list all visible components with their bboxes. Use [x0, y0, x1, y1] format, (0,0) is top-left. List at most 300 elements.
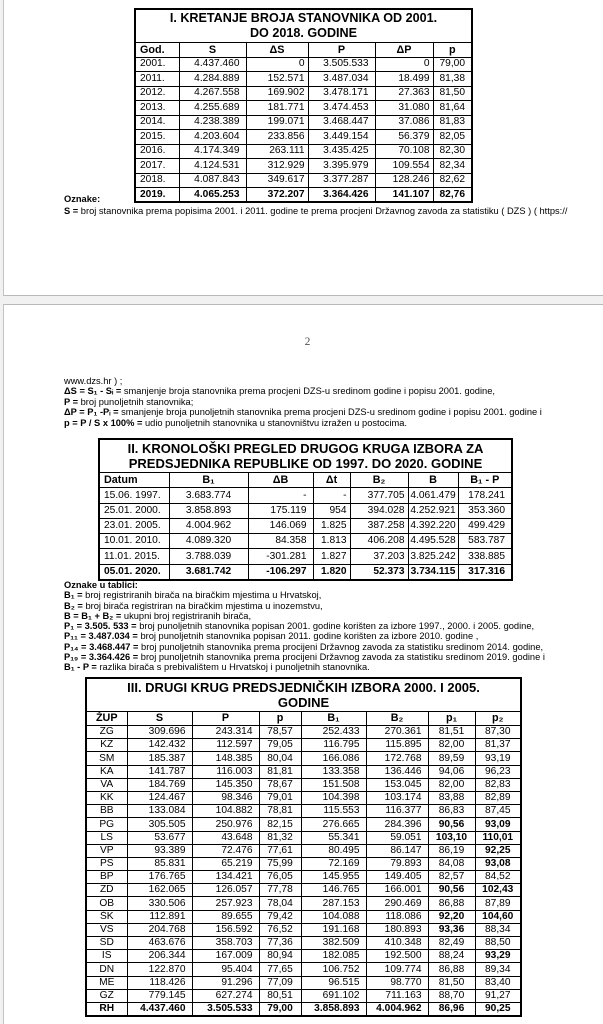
table-cell: 3.505.533 [308, 57, 375, 72]
table-cell: 82,49 [428, 937, 475, 950]
table-cell: 2013. [135, 101, 179, 116]
table-cell: 182.085 [301, 950, 366, 963]
table-cell: 72.476 [192, 844, 259, 857]
column-header: ΔP [375, 43, 433, 58]
table-cell: 146.765 [301, 884, 366, 897]
table-cell: VA [86, 778, 127, 791]
table-cell: 134.421 [192, 871, 259, 884]
table-cell: 27.363 [375, 86, 433, 101]
table-cell: 93,08 [475, 857, 521, 870]
table-cell: 162.065 [127, 884, 192, 897]
table-cell: 82,76 [433, 188, 472, 203]
table-header-row [135, 43, 472, 58]
table-cell: 118.086 [366, 910, 428, 923]
table-cell: 2017. [135, 159, 179, 174]
table-cell: DN [86, 963, 127, 976]
table-row [86, 831, 521, 844]
table-cell: 166.086 [301, 752, 366, 765]
table-cell: 78,67 [259, 778, 301, 791]
table-cell: 80.495 [301, 844, 366, 857]
table-cell: PS [86, 857, 127, 870]
table-cell: 1.827 [313, 549, 350, 564]
table-cell: 4.267.558 [179, 86, 246, 101]
table-cell: 4.437.460 [179, 57, 246, 72]
table-cell: 86,96 [428, 1002, 475, 1015]
table2-notes [64, 580, 545, 673]
table-cell: 86.147 [366, 844, 428, 857]
table-population-movement [134, 8, 473, 203]
table-cell: 252.433 [301, 726, 366, 739]
table-cell: 82,05 [433, 130, 472, 145]
column-header: S [179, 43, 246, 58]
table-cell: 05.01. 2020. [99, 564, 169, 579]
table-cell: 82,57 [428, 871, 475, 884]
table-cell: 81,64 [433, 101, 472, 116]
table-cell: 109.774 [366, 963, 428, 976]
table-cell: 81,32 [259, 831, 301, 844]
table-cell: RH [86, 1002, 127, 1015]
table-cell: 94,06 [428, 765, 475, 778]
table-row [135, 173, 472, 188]
table1-notes-continued [64, 376, 542, 428]
table-cell: VP [86, 844, 127, 857]
table-cell: 81,38 [433, 72, 472, 87]
table-cell: 156.592 [192, 923, 259, 936]
table-cell: ZD [86, 884, 127, 897]
table-cell: 59.051 [366, 831, 428, 844]
table-cell: 56.379 [375, 130, 433, 145]
table-cell: 206.344 [127, 950, 192, 963]
table-cell: - [313, 488, 350, 503]
note-line: P₁₉ = 3.364.426 = broj punoljetnih stanovnika prema procijeni Državnog zavoda za statistiku sredinom 2019. godine i [64, 652, 545, 663]
table-cell: 406.208 [350, 534, 408, 549]
table-cell: 104.088 [301, 910, 366, 923]
table-cell: 290.469 [366, 897, 428, 910]
table-cell: IS [86, 950, 127, 963]
table-cell: 192.500 [366, 950, 428, 963]
table-cell: 11.01. 2015. [99, 549, 169, 564]
table-cell: 92,20 [428, 910, 475, 923]
column-header: S [127, 712, 192, 726]
table-cell: 2014. [135, 115, 179, 130]
table-cell: 178.241 [458, 488, 512, 503]
table-cell: 104,60 [475, 910, 521, 923]
table-cell: 37.203 [350, 549, 408, 564]
table-cell: 141.787 [127, 765, 192, 778]
table-cell: 4.255.689 [179, 101, 246, 116]
table-cell: BP [86, 871, 127, 884]
table-cell: 78,81 [259, 805, 301, 818]
table-cell: 76,52 [259, 923, 301, 936]
table-cell: 116.795 [301, 739, 366, 752]
table-cell: 153.045 [366, 778, 428, 791]
table-cell: 110,01 [475, 831, 521, 844]
table-cell: -301.281 [248, 549, 313, 564]
table-cell: 3.858.893 [169, 503, 248, 518]
table-cell: 4.252.921 [408, 503, 458, 518]
table-header-row [86, 712, 521, 726]
table-cell: 93,19 [475, 752, 521, 765]
table-cell: 243.314 [192, 726, 259, 739]
table-row [99, 518, 512, 533]
table-cell: 112.891 [127, 910, 192, 923]
table-cell: 88,70 [428, 989, 475, 1002]
table-cell: 4.203.604 [179, 130, 246, 145]
table-cell: 80,51 [259, 989, 301, 1002]
table-row [135, 130, 472, 145]
table-cell: 185.387 [127, 752, 192, 765]
table-cell: 176.765 [127, 871, 192, 884]
table-cell: 1.813 [313, 534, 350, 549]
page-number: 2 [304, 336, 311, 348]
table-cell: 112.597 [192, 739, 259, 752]
table-cell: 0 [246, 57, 308, 72]
table-cell: 79,42 [259, 910, 301, 923]
table-cell: 330.506 [127, 897, 192, 910]
table-second-round-by-county [85, 677, 522, 1017]
note-line: ΔP = P₁ -Pᵢ = smanjenje broja punoljetnih stanovnika prema procjeni DZS-u sredinom godine i popisu 2001. godine i [64, 407, 542, 418]
table-cell: KZ [86, 739, 127, 752]
table-cell: 93,36 [428, 923, 475, 936]
note-line: P = broj punoljetnih stanovnika; [64, 396, 194, 407]
table-cell: 98.770 [366, 976, 428, 989]
table-cell: 4.004.962 [169, 518, 248, 533]
table-cell: 10.01. 2010. [99, 534, 169, 549]
table-cell: 81,51 [428, 726, 475, 739]
table-cell: 711.163 [366, 989, 428, 1002]
table-cell: 89,59 [428, 752, 475, 765]
table-cell: 257.923 [192, 897, 259, 910]
table-row [86, 989, 521, 1002]
table-cell: 3.468.447 [308, 115, 375, 130]
table-cell: 115.553 [301, 805, 366, 818]
table-cell: SD [86, 937, 127, 950]
table-cell: 116.377 [366, 805, 428, 818]
table-cell: 70.108 [375, 144, 433, 159]
table-row [99, 503, 512, 518]
table-cell: 276.665 [301, 818, 366, 831]
table-election-rounds-chronology [98, 438, 513, 581]
table-cell: 270.361 [366, 726, 428, 739]
table-cell: 82,62 [433, 173, 472, 188]
table-row [86, 857, 521, 870]
table-cell: 3.478.171 [308, 86, 375, 101]
table-cell: 4.004.962 [366, 1002, 428, 1015]
column-header: Datum [99, 473, 169, 488]
note-line: p = P / S x 100% = udio punoljetnih stanovnika u stanovništvu izražen u postocima. [64, 417, 407, 428]
note-line: P₁₁ = 3.487.034 = broj punoljetnih stanovnika popisan 2011. godine korišten za izbore 2010. godine , [64, 631, 479, 642]
table-cell: 84,52 [475, 871, 521, 884]
table-cell: 91.296 [192, 976, 259, 989]
table-row [86, 765, 521, 778]
table-cell: 79,00 [433, 57, 472, 72]
table-cell: 3.487.034 [308, 72, 375, 87]
table-row [86, 791, 521, 804]
table-cell: 37.086 [375, 115, 433, 130]
table-cell: 779.145 [127, 989, 192, 1002]
table-cell: 82,30 [433, 144, 472, 159]
table-cell: 109.554 [375, 159, 433, 174]
table-cell: - [248, 488, 313, 503]
table-row [99, 549, 512, 564]
table-cell: 1.820 [313, 564, 350, 579]
table-cell: 87,45 [475, 805, 521, 818]
table-cell: 175.119 [248, 503, 313, 518]
table-title: III. DRUGI KRUG PREDSJEDNIČKIH IZBORA 2000. I 2005. GODINE [86, 678, 521, 712]
table-cell: 394.028 [350, 503, 408, 518]
table-cell: 305.505 [127, 818, 192, 831]
note-line: B₁ = broj registriranih birača na biračkim mjestima u Hrvatskoj, [64, 590, 322, 601]
note-line: B₁ - P = razlika birača s prebivalištem u Hrvatskoj i punoljetnih stanovnika. [64, 662, 370, 673]
table-row [135, 159, 472, 174]
table-cell: 90,56 [428, 818, 475, 831]
table-cell: 72.169 [301, 857, 366, 870]
table-cell: 3.734.115 [408, 564, 458, 579]
table-cell: 3.858.893 [301, 1002, 366, 1015]
table-cell: 136.446 [366, 765, 428, 778]
table-row [135, 101, 472, 116]
table-cell: 78,04 [259, 897, 301, 910]
table-row [99, 564, 512, 579]
table-cell: -106.297 [248, 564, 313, 579]
table-cell: 4.284.889 [179, 72, 246, 87]
table-cell: 146.069 [248, 518, 313, 533]
table-cell: 79.893 [366, 857, 428, 870]
table-row [135, 86, 472, 101]
table-cell: 91,27 [475, 989, 521, 1002]
table-cell: 86,88 [428, 897, 475, 910]
table-cell: 410.348 [366, 937, 428, 950]
table-cell: 353.360 [458, 503, 512, 518]
column-header: B₂ [350, 473, 408, 488]
table-cell: 377.705 [350, 488, 408, 503]
table-cell: 133.084 [127, 805, 192, 818]
table-cell: 151.508 [301, 778, 366, 791]
column-header: ŽUP [86, 712, 127, 726]
table-cell: ME [86, 976, 127, 989]
table-cell: 103.174 [366, 791, 428, 804]
table-cell: 4.437.460 [127, 1002, 192, 1015]
table-cell: ŠK [86, 910, 127, 923]
table-cell: 142.432 [127, 739, 192, 752]
table-cell: 3.377.287 [308, 173, 375, 188]
table-cell: LS [86, 831, 127, 844]
table-cell: 104.398 [301, 791, 366, 804]
column-header: p₁ [428, 712, 475, 726]
table-cell: 3.364.426 [308, 188, 375, 203]
table-cell: 88,50 [475, 937, 521, 950]
table-cell: 77,36 [259, 937, 301, 950]
table-cell: 65.219 [192, 857, 259, 870]
table-cell: 95.404 [192, 963, 259, 976]
table-cell: 954 [313, 503, 350, 518]
table-cell: 263.111 [246, 144, 308, 159]
column-header: ΔS [246, 43, 308, 58]
table-cell: 92,25 [475, 844, 521, 857]
table-cell: 82,15 [259, 818, 301, 831]
table-cell: 191.168 [301, 923, 366, 936]
column-header: p [433, 43, 472, 58]
table-cell: 4.065.253 [179, 188, 246, 203]
table-cell: 85.831 [127, 857, 192, 870]
table-cell: 84.358 [248, 534, 313, 549]
table-cell: 79,00 [259, 1002, 301, 1015]
table-cell: 53.677 [127, 831, 192, 844]
table-cell: 145.350 [192, 778, 259, 791]
table-cell: 88,24 [428, 950, 475, 963]
table-cell: 3.449.154 [308, 130, 375, 145]
table-row [86, 844, 521, 857]
table-cell: 126.057 [192, 884, 259, 897]
table-cell: 627.274 [192, 989, 259, 1002]
table-row [86, 871, 521, 884]
table-cell: 15.06. 1997. [99, 488, 169, 503]
table-cell: 4.089.320 [169, 534, 248, 549]
table-cell: 116.003 [192, 765, 259, 778]
table-cell: 3.435.425 [308, 144, 375, 159]
table-row [86, 963, 521, 976]
table-title-row [86, 678, 521, 712]
table-cell: 82,34 [433, 159, 472, 174]
table-cell: 82,89 [475, 791, 521, 804]
note-line: Oznake: [64, 194, 101, 204]
table1-notes [64, 194, 567, 217]
table-cell: 583.787 [458, 534, 512, 549]
column-header: God. [135, 43, 179, 58]
note-line: www.dzs.hr ) ; [64, 376, 123, 386]
table-cell: 75,99 [259, 857, 301, 870]
table-cell: 122.870 [127, 963, 192, 976]
table-cell: 77,09 [259, 976, 301, 989]
table-cell: 128.246 [375, 173, 433, 188]
table-row [99, 534, 512, 549]
table-cell: 317.316 [458, 564, 512, 579]
note-line: S = broj stanovnika prema popisima 2001. i 2011. godine te prema procjeni Državnog zavoda za statistiku ( DZS ) ( https:// [64, 205, 568, 216]
table-row [86, 726, 521, 739]
table-cell: 86,83 [428, 805, 475, 818]
table-cell: 338.885 [458, 549, 512, 564]
table-row [86, 1002, 521, 1015]
document-page-2 [3, 304, 603, 1024]
table-row [135, 57, 472, 72]
table-cell: 77,78 [259, 884, 301, 897]
table-cell: ZG [86, 726, 127, 739]
table-cell: 104.882 [192, 805, 259, 818]
table-cell: 80,04 [259, 752, 301, 765]
table-cell: 2019. [135, 188, 179, 203]
table-row [135, 72, 472, 87]
table-cell: 81,83 [433, 115, 472, 130]
table-cell: 52.373 [350, 564, 408, 579]
column-header: ΔB [248, 473, 313, 488]
table-cell: 2011. [135, 72, 179, 87]
column-header: p₂ [475, 712, 521, 726]
table-cell: 96.515 [301, 976, 366, 989]
table-cell: GZ [86, 989, 127, 1002]
table-row [86, 897, 521, 910]
document-page-1 [3, 0, 603, 296]
table-cell: 387.258 [350, 518, 408, 533]
table-row [86, 739, 521, 752]
table-cell: 25.01. 2000. [99, 503, 169, 518]
table-cell: 167.009 [192, 950, 259, 963]
table-cell: 93.389 [127, 844, 192, 857]
table-cell: 2016. [135, 144, 179, 159]
column-header: p [259, 712, 301, 726]
table-cell: 284.396 [366, 818, 428, 831]
table-title: I. KRETANJE BROJA STANOVNIKA OD 2001. DO 2018. GODINE [135, 9, 472, 43]
table-cell: 82,00 [428, 778, 475, 791]
table-cell: OB [86, 897, 127, 910]
table-cell: 78,57 [259, 726, 301, 739]
table-row [86, 805, 521, 818]
table-row [86, 910, 521, 923]
table-cell: 312.929 [246, 159, 308, 174]
table-cell: 382.509 [301, 937, 366, 950]
table-cell: 166.001 [366, 884, 428, 897]
table-cell: 181.771 [246, 101, 308, 116]
table-cell: 81,50 [433, 86, 472, 101]
table-cell: 18.499 [375, 72, 433, 87]
table-cell: 2018. [135, 173, 179, 188]
table-cell: 55.341 [301, 831, 366, 844]
table-cell: 691.102 [301, 989, 366, 1002]
table-row [135, 144, 472, 159]
table-cell: 133.358 [301, 765, 366, 778]
table-cell: 4.124.531 [179, 159, 246, 174]
table-row [86, 752, 521, 765]
table-cell: 349.617 [246, 173, 308, 188]
table-cell: 3.681.742 [169, 564, 248, 579]
note-line: P₁ = 3.505. 533 = broj punoljetnih stanovnika popisan 2001. godine korišten za izbore 1997., 2000. i 2005. godine, [64, 621, 535, 632]
table-cell: 81,50 [428, 976, 475, 989]
note-line: B = B₁ + B₂ = ukupni broj registriranih birača, [64, 610, 252, 621]
table-cell: 87,30 [475, 726, 521, 739]
table-cell: 90,25 [475, 1002, 521, 1015]
table-cell: 3.505.533 [192, 1002, 259, 1015]
table-cell: 98.346 [192, 791, 259, 804]
table-cell: 4.238.389 [179, 115, 246, 130]
table-cell: 81,37 [475, 739, 521, 752]
table-cell: SM [86, 752, 127, 765]
table-cell: 358.703 [192, 937, 259, 950]
table-row [135, 115, 472, 130]
column-header: B₁ [169, 473, 248, 488]
table-cell: 89.655 [192, 910, 259, 923]
table-cell: 87,89 [475, 897, 521, 910]
table-cell: 287.153 [301, 897, 366, 910]
table-header-row [99, 473, 512, 488]
note-line: B₂ = broj birača registriran na biračkim mjestima u inozemstvu, [64, 600, 323, 611]
note-line: P₁₄ = 3.468.447 = broj punoljetnih stanovnika prema procijeni Državnog zavoda za statistiku sredinom 2014. godine, [64, 641, 544, 652]
table-cell: 3.474.453 [308, 101, 375, 116]
table-cell: 81,81 [259, 765, 301, 778]
table-cell: 84,08 [428, 857, 475, 870]
table-cell: 86,88 [428, 963, 475, 976]
table-cell: 204.768 [127, 923, 192, 936]
table-row [99, 488, 512, 503]
table-cell: 93,29 [475, 950, 521, 963]
table-cell: 2001. [135, 57, 179, 72]
column-header: B₁ - P [458, 473, 512, 488]
table-cell: 93,09 [475, 818, 521, 831]
table-cell: 23.01. 2005. [99, 518, 169, 533]
table-cell: VS [86, 923, 127, 936]
column-header: B [408, 473, 458, 488]
table-cell: 169.902 [246, 86, 308, 101]
table-cell: 145.955 [301, 871, 366, 884]
table-cell: 96,23 [475, 765, 521, 778]
